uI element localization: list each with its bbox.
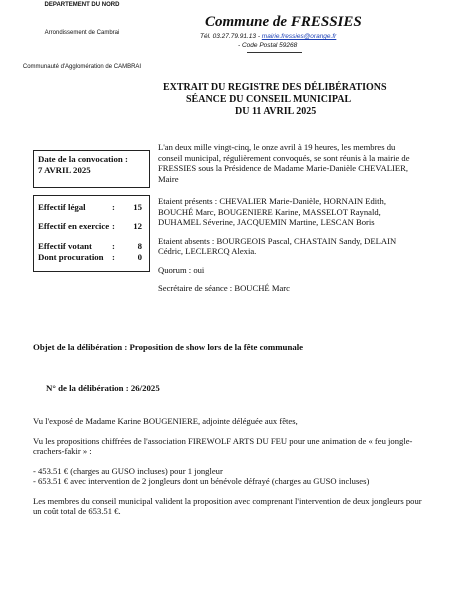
quorum: Quorum : oui xyxy=(158,264,205,275)
deliberation-number: N° de la délibération : 26/2025 xyxy=(46,383,160,393)
effectif-legal-row: Effectif légal : 15 xyxy=(38,202,142,212)
title-line-1: EXTRAIT DU REGISTRE DES DÉLIBÉRATIONS xyxy=(163,82,387,93)
postal-code: - Code Postal 59268 xyxy=(238,42,298,49)
contact-line xyxy=(200,32,336,41)
telephone: Tél. 03.27.79.91.13 - xyxy=(200,33,262,40)
members-absent: Etaient absents : BOURGEOIS Pascal, CHASTAIN Sandy, DELAIN Cédric, LECLERCQ Alexia. xyxy=(158,235,397,256)
price-item-1: - 453.51 € (charges au GUSO incluses) pour 1 jongleur xyxy=(33,465,223,476)
departement-label: DEPARTEMENT DU NORD xyxy=(44,2,120,8)
title-line-2: SÉANCE DU CONSEIL MUNICIPAL xyxy=(186,94,352,105)
session-block xyxy=(158,142,420,294)
session-intro: L'an deux mille vingt-cinq, le onze avril à 19 heures, les membres du conseil municipal, régulièrement convoqués, se sont réunis à la mairie de FRESSIES sous la Présidence de Madame Marie-Danièle CHEVALIER, Maire xyxy=(158,142,410,184)
convocation-date: 7 AVRIL 2025 xyxy=(38,165,91,175)
effectif-votant-row: Effectif votant : 8 xyxy=(38,241,142,251)
members-present: Etaient présents : CHEVALIER Marie-Danièle, HORNAIN Edith, BOUCHÉ Marc, BOUGENIERE Karine, MASSELOT Raynald, DUHAMEL Séverine, JACQUEMIN Martine, LESCAN Boris xyxy=(158,196,387,227)
body-paragraph-1: Vu l'exposé de Madame Karine BOUGENIERE, adjointe déléguée aux fêtes, xyxy=(33,416,298,426)
deliberation-subject: Objet de la délibération : Proposition de show lors de la fête communale xyxy=(33,342,304,352)
email-link[interactable]: mairie.fressies@orange.fr xyxy=(261,33,337,40)
effectif-exercice-row: Effectif en exercice : 12 xyxy=(38,221,142,231)
convocation-box xyxy=(33,150,150,188)
body-paragraph-2: Vu les propositions chiffrées de l'association FIREWOLF ARTS DU FEU pour une animation de « feu jongle-crachers-fakir » : xyxy=(33,435,413,456)
deliberation-body xyxy=(33,416,423,517)
header-rule xyxy=(247,52,302,53)
secretaire-seance: Secrétaire de séance : BOUCHÉ Marc xyxy=(158,283,290,293)
procuration-row: Dont procuration : 0 xyxy=(38,252,142,262)
convocation-label: Date de la convocation : xyxy=(38,154,128,164)
arrondissement-label: Arrondissement de Cambrai xyxy=(44,30,120,36)
body-paragraph-3: Les membres du conseil municipal valident la proposition avec comprenant l'intervention de deux jongleurs pour un coût total de 653.51 €. xyxy=(33,495,422,516)
communaute-label: Communauté d'Agglomération de CAMBRAI xyxy=(22,64,142,70)
price-item-2: - 653.51 € avec intervention de 2 jongleurs dont un bénévole défrayé (charges au GUSO incluses) xyxy=(33,476,370,486)
effectifs-box xyxy=(33,195,150,272)
commune-title: Commune de FRESSIES xyxy=(205,14,362,30)
title-line-3: DU 11 AVRIL 2025 xyxy=(235,106,317,117)
